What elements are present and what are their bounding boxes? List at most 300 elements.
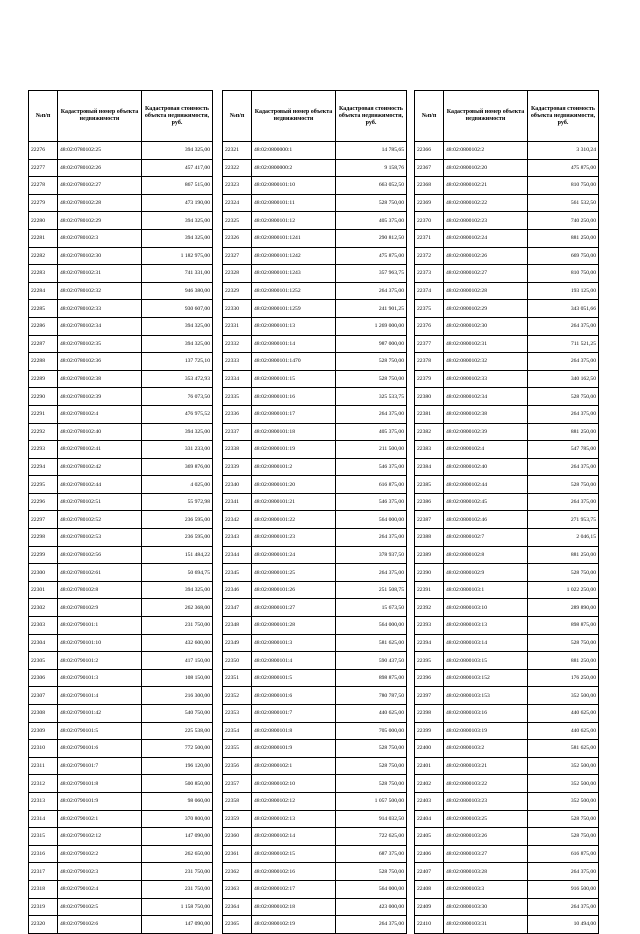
cadastral-value: 528 750,00: [528, 828, 599, 846]
cadastral-number: 48:02:0800101:24: [252, 546, 336, 564]
row-number: 22368: [415, 177, 444, 195]
table-row: [415, 370, 599, 388]
row-number: 22401: [415, 757, 444, 775]
cadastral-number: 48:02:0780102:3: [58, 229, 142, 247]
cadastral-number: 48:02:0800102:31: [444, 335, 528, 353]
cadastral-number: 48:02:0800101:15: [252, 370, 336, 388]
cadastral-number: 48:02:0800102:23: [444, 212, 528, 230]
table-row: [223, 722, 407, 740]
table-row: [223, 317, 407, 335]
cadastral-value: 663 052,50: [336, 177, 407, 195]
cadastral-value: 528 750,00: [336, 194, 407, 212]
table-row: [29, 265, 213, 283]
cadastral-value: 394 325,00: [142, 423, 213, 441]
cadastral-number: 48:02:0800103:19: [444, 722, 528, 740]
cadastral-number: 48:02:0800101:12: [252, 212, 336, 230]
table-row: [223, 529, 407, 547]
table-row: [29, 916, 213, 934]
cadastral-value: 1 022 250,00: [528, 581, 599, 599]
cadastral-number: 48:02:0790101:3: [58, 669, 142, 687]
cadastral-number: 48:02:0780102:39: [58, 388, 142, 406]
table-row: [415, 423, 599, 441]
row-number: 22301: [29, 581, 58, 599]
cadastral-value: 914 032,50: [336, 810, 407, 828]
row-number: 22361: [223, 845, 252, 863]
cadastral-number: 48:02:0800102:34: [444, 388, 528, 406]
table-row: [29, 441, 213, 459]
cadastral-value: 394 325,00: [142, 335, 213, 353]
cadastral-value: 881 250,00: [528, 423, 599, 441]
cadastral-number: 48:02:0800102:45: [444, 493, 528, 511]
cadastral-value: 616 875,00: [336, 476, 407, 494]
cadastral-value: 231 750,00: [142, 863, 213, 881]
cadastral-number: 48:02:0800103:14: [444, 634, 528, 652]
cadastral-number: 48:02:0780102:28: [58, 194, 142, 212]
cadastral-number: 48:02:0800103:30: [444, 898, 528, 916]
table-row: [223, 388, 407, 406]
cadastral-number: 48:02:0800102:19: [252, 916, 336, 934]
cadastral-number: 48:02:0800103:13: [444, 617, 528, 635]
row-number: 22364: [223, 898, 252, 916]
row-number: 22397: [415, 687, 444, 705]
header-cadastral-value: Кадастровая стоимость объекта недвижимости, руб.: [142, 91, 213, 142]
cadastral-value: 147 090,00: [142, 916, 213, 934]
cadastral-number: 48:02:0780102:34: [58, 317, 142, 335]
header-cadastral-number: Кадастровый номер объекта недвижимости: [252, 91, 336, 142]
row-number: 22337: [223, 423, 252, 441]
cadastral-value: 810 750,00: [528, 177, 599, 195]
cadastral-number: 48:02:0780102:51: [58, 493, 142, 511]
cadastral-value: 898 875,00: [336, 669, 407, 687]
row-number: 22332: [223, 335, 252, 353]
cadastral-value: 394 325,00: [142, 581, 213, 599]
table-row: [415, 247, 599, 265]
cadastral-value: 528 750,00: [528, 388, 599, 406]
table-row: [29, 828, 213, 846]
cadastral-number: 48:02:0800102:16: [252, 863, 336, 881]
table-row: [415, 476, 599, 494]
cadastral-value: 540 750,00: [142, 705, 213, 723]
row-number: 22311: [29, 757, 58, 775]
cadastral-number: 48:02:0800102:32: [444, 353, 528, 371]
table-row: [223, 423, 407, 441]
cadastral-value: 264 375,00: [528, 405, 599, 423]
table-row: [223, 581, 407, 599]
cadastral-value: 2 046,15: [528, 529, 599, 547]
table-row: [415, 880, 599, 898]
cadastral-number: 48:02:0800103:1: [444, 581, 528, 599]
cadastral-number: 48:02:0790102:2: [58, 845, 142, 863]
row-number: 22347: [223, 599, 252, 617]
cadastral-number: 48:02:0790101:5: [58, 722, 142, 740]
cadastral-value: 225 538,00: [142, 722, 213, 740]
cadastral-number: 48:02:0800101:7: [252, 705, 336, 723]
cadastral-value: 331 233,00: [142, 441, 213, 459]
cadastral-number: 48:02:0800102:1: [252, 757, 336, 775]
cadastral-number: 48:02:0800103:31: [444, 916, 528, 934]
cadastral-value: 236 595,00: [142, 511, 213, 529]
table-row: [223, 247, 407, 265]
cadastral-value: 151 484,22: [142, 546, 213, 564]
cadastral-number: 48:02:0800102:12: [252, 792, 336, 810]
cadastral-number: 48:02:0780102:8: [58, 581, 142, 599]
table-row: [29, 792, 213, 810]
table-row: [223, 194, 407, 212]
table-row: [29, 740, 213, 758]
cadastral-value: 810 750,00: [528, 265, 599, 283]
cadastral-number: 48:02:0780102:27: [58, 177, 142, 195]
cadastral-number: 48:02:0800102:27: [444, 265, 528, 283]
cadastral-number: 48:02:0790102:3: [58, 863, 142, 881]
table-row: [415, 845, 599, 863]
table-row: [29, 564, 213, 582]
table-row: [415, 757, 599, 775]
table-row: [223, 898, 407, 916]
cadastral-value: 528 750,00: [336, 740, 407, 758]
table-row: [29, 652, 213, 670]
cadastral-value: 898 875,00: [528, 617, 599, 635]
cadastral-value: 147 090,00: [142, 828, 213, 846]
cadastral-number: 48:02:0800101:14: [252, 335, 336, 353]
row-number: 22314: [29, 810, 58, 828]
table-row: [415, 810, 599, 828]
row-number: 22282: [29, 247, 58, 265]
row-number: 22406: [415, 845, 444, 863]
row-number: 22370: [415, 212, 444, 230]
table-row: [223, 212, 407, 230]
table-row: [415, 441, 599, 459]
table-row: [29, 194, 213, 212]
row-number: 22304: [29, 634, 58, 652]
table-row: [415, 617, 599, 635]
table-row: [29, 546, 213, 564]
cadastral-value: 473 190,00: [142, 194, 213, 212]
cadastral-value: 669 750,00: [528, 247, 599, 265]
cadastral-value: 394 325,00: [142, 212, 213, 230]
row-number: 22323: [223, 177, 252, 195]
cadastral-number: 48:02:0800102:24: [444, 229, 528, 247]
cadastral-number: 48:02:0780102:26: [58, 159, 142, 177]
table-row: [29, 669, 213, 687]
table-row: [415, 194, 599, 212]
table-header-row: [29, 91, 213, 142]
cadastral-number: 48:02:0800101:26: [252, 581, 336, 599]
table-row: [415, 265, 599, 283]
table-row: [415, 581, 599, 599]
row-number: 22399: [415, 722, 444, 740]
row-number: 22303: [29, 617, 58, 635]
cadastral-value: 264 375,00: [528, 317, 599, 335]
table-row: [29, 405, 213, 423]
cadastral-number: 48:02:0800103:152: [444, 669, 528, 687]
cadastral-value: 216 300,00: [142, 687, 213, 705]
row-number: 22315: [29, 828, 58, 846]
cadastral-number: 48:02:0800103:22: [444, 775, 528, 793]
row-number: 22348: [223, 617, 252, 635]
row-number: 22290: [29, 388, 58, 406]
cadastral-number: 48:02:0800101:18: [252, 423, 336, 441]
table-row: [223, 476, 407, 494]
cadastral-value: 262 368,00: [142, 599, 213, 617]
row-number: 22382: [415, 423, 444, 441]
table-row: [223, 353, 407, 371]
cadastral-number: 48:02:0800000:1: [252, 142, 336, 160]
table-row: [415, 792, 599, 810]
row-number: 22367: [415, 159, 444, 177]
table-row: [29, 581, 213, 599]
cadastral-value: 251 508,75: [336, 581, 407, 599]
cadastral-value: 231 750,00: [142, 617, 213, 635]
cadastral-value: 271 953,75: [528, 511, 599, 529]
cadastral-number: 48:02:0800103:153: [444, 687, 528, 705]
row-number: 22330: [223, 300, 252, 318]
row-number: 22292: [29, 423, 58, 441]
table-row: [223, 229, 407, 247]
cadastral-value: 14 785,65: [336, 142, 407, 160]
row-number: 22343: [223, 529, 252, 547]
cadastral-value: 946 380,00: [142, 282, 213, 300]
row-number: 22297: [29, 511, 58, 529]
row-number: 22338: [223, 441, 252, 459]
cadastral-number: 48:02:0800103:3: [444, 880, 528, 898]
row-number: 22288: [29, 353, 58, 371]
row-number: 22355: [223, 740, 252, 758]
row-number: 22365: [223, 916, 252, 934]
table-row: [29, 229, 213, 247]
table-row: [29, 476, 213, 494]
cadastral-number: 48:02:0800101:1252: [252, 282, 336, 300]
cadastral-value: 262 650,00: [142, 845, 213, 863]
cadastral-number: 48:02:0780102:35: [58, 335, 142, 353]
table-row: [223, 511, 407, 529]
row-number: 22393: [415, 617, 444, 635]
cadastral-value: 357 963,75: [336, 265, 407, 283]
table-row: [29, 845, 213, 863]
cadastral-number: 48:02:0800103:10: [444, 599, 528, 617]
row-number: 22278: [29, 177, 58, 195]
cadastral-value: 9 158,76: [336, 159, 407, 177]
table-row: [415, 687, 599, 705]
table-row: [29, 880, 213, 898]
cadastral-number: 48:02:0800102:44: [444, 476, 528, 494]
table-row: [223, 845, 407, 863]
cadastral-value: 547 785,00: [528, 441, 599, 459]
cadastral-number: 48:02:0780102:32: [58, 282, 142, 300]
cadastral-value: 241 901,25: [336, 300, 407, 318]
cadastral-number: 48:02:0800102:2: [444, 142, 528, 160]
row-number: 22281: [29, 229, 58, 247]
row-number: 22300: [29, 564, 58, 582]
cadastral-number: 48:02:0790101:42: [58, 705, 142, 723]
row-number: 22316: [29, 845, 58, 863]
row-number: 22302: [29, 599, 58, 617]
table-row: [415, 353, 599, 371]
table-row: [29, 458, 213, 476]
table-row: [415, 142, 599, 160]
cadastral-number: 48:02:0800102:9: [444, 564, 528, 582]
table-row: [223, 669, 407, 687]
cadastral-number: 48:02:0800101:1243: [252, 265, 336, 283]
cadastral-value: 340 162,50: [528, 370, 599, 388]
table-row: [29, 722, 213, 740]
cadastral-value: 528 750,00: [528, 634, 599, 652]
table-row: [223, 564, 407, 582]
cadastral-value: 394 325,00: [142, 229, 213, 247]
cadastral-value: 378 937,50: [336, 546, 407, 564]
row-number: 22400: [415, 740, 444, 758]
header-number: №п/п: [29, 91, 58, 142]
cadastral-number: 48:02:0800101:1241: [252, 229, 336, 247]
row-number: 22280: [29, 212, 58, 230]
row-number: 22395: [415, 652, 444, 670]
table-row: [223, 740, 407, 758]
cadastral-number: 48:02:0780102:42: [58, 458, 142, 476]
table-row: [223, 634, 407, 652]
row-number: 22394: [415, 634, 444, 652]
table-row: [415, 493, 599, 511]
cadastral-number: 48:02:0800102:39: [444, 423, 528, 441]
cadastral-number: 48:02:0800103:25: [444, 810, 528, 828]
cadastral-table-right: [414, 90, 599, 934]
row-number: 22387: [415, 511, 444, 529]
cadastral-value: 705 000,00: [336, 722, 407, 740]
table-row: [415, 652, 599, 670]
cadastral-value: 394 325,00: [142, 317, 213, 335]
row-number: 22378: [415, 353, 444, 371]
cadastral-value: 352 500,00: [528, 775, 599, 793]
table-row: [29, 599, 213, 617]
row-number: 22306: [29, 669, 58, 687]
row-number: 22325: [223, 212, 252, 230]
row-number: 22379: [415, 370, 444, 388]
cadastral-number: 48:02:0800102:14: [252, 828, 336, 846]
cadastral-value: 405 375,00: [336, 423, 407, 441]
cadastral-number: 48:02:0800102:20: [444, 159, 528, 177]
cadastral-number: 48:02:0790101:2: [58, 652, 142, 670]
table-row: [415, 300, 599, 318]
row-number: 22369: [415, 194, 444, 212]
cadastral-number: 48:02:0800102:38: [444, 405, 528, 423]
row-number: 22327: [223, 247, 252, 265]
cadastral-number: 48:02:0780102:33: [58, 300, 142, 318]
cadastral-number: 48:02:0780102:44: [58, 476, 142, 494]
cadastral-value: 1 269 000,00: [336, 317, 407, 335]
row-number: 22331: [223, 317, 252, 335]
table-row: [29, 300, 213, 318]
cadastral-value: 500 850,00: [142, 775, 213, 793]
cadastral-number: 48:02:0800103:2: [444, 740, 528, 758]
row-number: 22308: [29, 705, 58, 723]
table-row: [223, 916, 407, 934]
cadastral-number: 48:02:0800102:26: [444, 247, 528, 265]
cadastral-number: 48:02:0790101:1: [58, 617, 142, 635]
row-number: 22284: [29, 282, 58, 300]
row-number: 22402: [415, 775, 444, 793]
row-number: 22291: [29, 405, 58, 423]
row-number: 22384: [415, 458, 444, 476]
cadastral-value: 440 625,00: [528, 722, 599, 740]
cadastral-number: 48:02:0790102:6: [58, 916, 142, 934]
cadastral-number: 48:02:0780102:56: [58, 546, 142, 564]
cadastral-value: 76 073,50: [142, 388, 213, 406]
row-number: 22340: [223, 476, 252, 494]
cadastral-value: 440 625,00: [528, 705, 599, 723]
row-number: 22313: [29, 792, 58, 810]
row-number: 22287: [29, 335, 58, 353]
table-row: [223, 687, 407, 705]
cadastral-number: 48:02:0790101:10: [58, 634, 142, 652]
cadastral-number: 48:02:0780102:29: [58, 212, 142, 230]
table-row: [415, 722, 599, 740]
row-number: 22407: [415, 863, 444, 881]
row-number: 22333: [223, 353, 252, 371]
cadastral-number: 48:02:0780102:40: [58, 423, 142, 441]
cadastral-number: 48:02:0800102:18: [252, 898, 336, 916]
cadastral-value: 50 694,75: [142, 564, 213, 582]
row-number: 22408: [415, 880, 444, 898]
row-number: 22375: [415, 300, 444, 318]
table-row: [223, 546, 407, 564]
cadastral-value: 264 375,00: [336, 529, 407, 547]
header-number: №п/п: [223, 91, 252, 142]
row-number: 22299: [29, 546, 58, 564]
cadastral-number: 48:02:0800101:2: [252, 458, 336, 476]
cadastral-number: 48:02:0800102:46: [444, 511, 528, 529]
cadastral-value: 528 750,00: [336, 775, 407, 793]
table-row: [29, 634, 213, 652]
cadastral-value: 231 750,00: [142, 880, 213, 898]
header-number: №п/п: [415, 91, 444, 142]
table-row: [415, 405, 599, 423]
table-header-row: [223, 91, 407, 142]
table-row: [223, 335, 407, 353]
table-row: [415, 546, 599, 564]
row-number: 22377: [415, 335, 444, 353]
cadastral-number: 48:02:0800102:22: [444, 194, 528, 212]
table-row: [415, 916, 599, 934]
row-number: 22321: [223, 142, 252, 160]
row-number: 22381: [415, 405, 444, 423]
row-number: 22285: [29, 300, 58, 318]
cadastral-value: 528 750,00: [528, 476, 599, 494]
row-number: 22286: [29, 317, 58, 335]
table-row: [223, 493, 407, 511]
cadastral-table-left: [28, 90, 213, 934]
cadastral-number: 48:02:0790101:7: [58, 757, 142, 775]
cadastral-number: 48:02:0780102:53: [58, 529, 142, 547]
row-number: 22310: [29, 740, 58, 758]
cadastral-number: 48:02:0800101:13: [252, 317, 336, 335]
cadastral-value: 881 250,00: [528, 229, 599, 247]
row-number: 22346: [223, 581, 252, 599]
cadastral-number: 48:02:0800103:15: [444, 652, 528, 670]
cadastral-value: 564 000,00: [336, 511, 407, 529]
table-row: [223, 863, 407, 881]
cadastral-value: 108 150,00: [142, 669, 213, 687]
cadastral-number: 48:02:0780102:36: [58, 353, 142, 371]
row-number: 22295: [29, 476, 58, 494]
cadastral-number: 48:02:0780102:61: [58, 564, 142, 582]
row-number: 22345: [223, 564, 252, 582]
row-number: 22342: [223, 511, 252, 529]
cadastral-number: 48:02:0790102:4: [58, 880, 142, 898]
table-row: [29, 687, 213, 705]
cadastral-number: 48:02:0800103:21: [444, 757, 528, 775]
row-number: 22351: [223, 669, 252, 687]
row-number: 22335: [223, 388, 252, 406]
cadastral-number: 48:02:0800101:8: [252, 722, 336, 740]
row-number: 22405: [415, 828, 444, 846]
